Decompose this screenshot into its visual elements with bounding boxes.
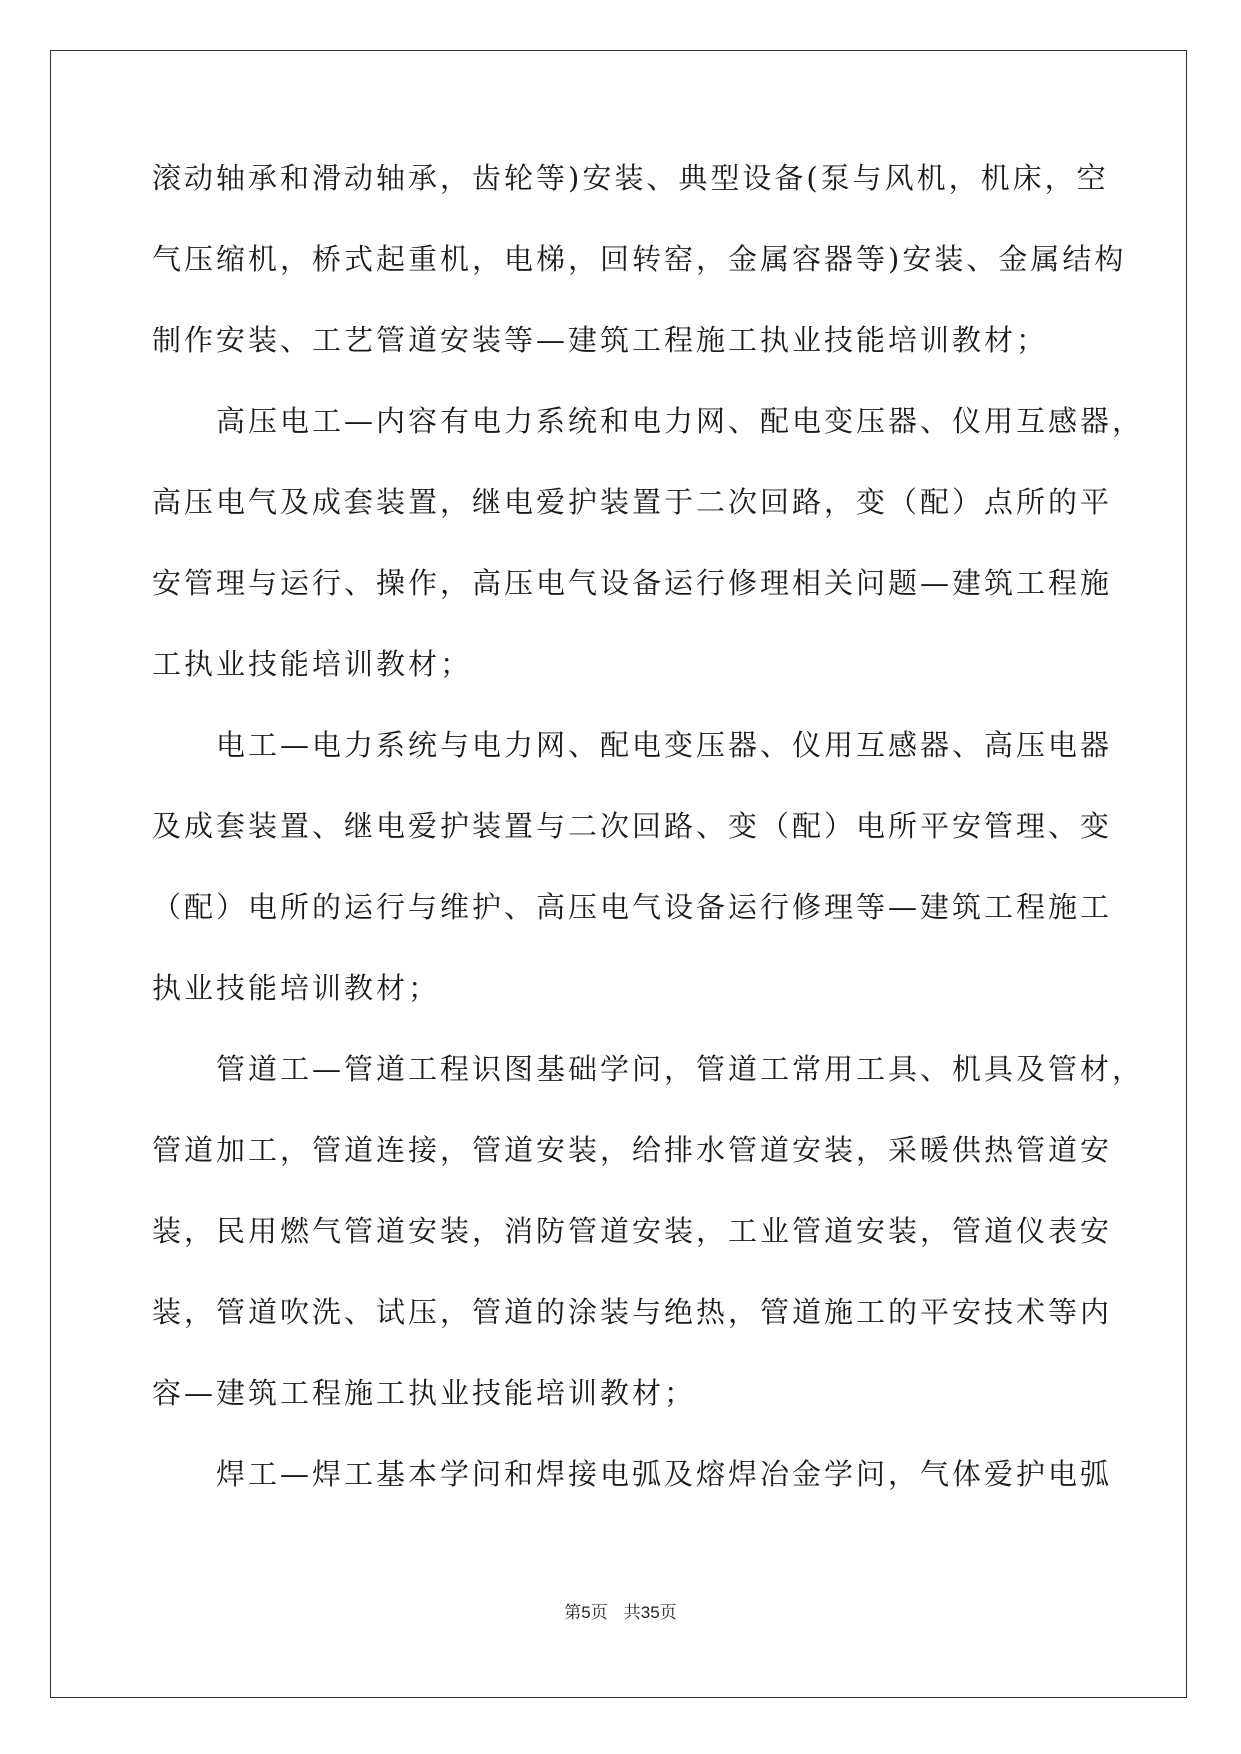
- text-line: 装，管道吹洗、试压，管道的涂装与绝热，管道施工的平安技术等内: [152, 1295, 1113, 1329]
- total-prefix: 共: [623, 1603, 641, 1623]
- current-page-number: 5: [581, 1603, 591, 1622]
- document-body: [152, 158, 1145, 1535]
- paragraph-start-line: 管道工—管道工程识图基础学问，管道工常用工具、机具及管材，: [216, 1052, 1145, 1086]
- text-line: 工执业技能培训教材；: [152, 647, 473, 681]
- page-prefix: 第: [564, 1603, 582, 1623]
- text-line: 装，民用燃气管道安装，消防管道安装，工业管道安装，管道仪表安: [152, 1214, 1113, 1248]
- total-page-count: 35: [640, 1603, 660, 1622]
- paragraph-start-line: 电工—电力系统与电力网、配电变压器、仪用互感器、高压电器: [216, 728, 1113, 762]
- text-line: 气压缩机，桥式起重机，电梯，回转窑，金属容器等)安装、金属结构: [152, 242, 1127, 276]
- text-line: 管道加工，管道连接，管道安装，给排水管道安装，采暖供热管道安: [152, 1133, 1113, 1167]
- text-line: 容—建筑工程施工执业技能培训教材；: [152, 1376, 697, 1410]
- page-suffix: 页: [590, 1603, 608, 1623]
- text-line: 滚动轴承和滑动轴承，齿轮等)安装、典型设备(泵与风机，机床，空: [152, 161, 1109, 195]
- text-line: 制作安装、工艺管道安装等—建筑工程施工执业技能培训教材；: [152, 323, 1049, 357]
- text-line: 执业技能培训教材；: [152, 971, 441, 1005]
- total-suffix: 页: [659, 1603, 677, 1623]
- paragraph-start-line: 高压电工—内容有电力系统和电力网、配电变压器、仪用互感器，: [216, 404, 1145, 438]
- text-line: （配）电所的运行与维护、高压电气设备运行修理等—建筑工程施工: [152, 890, 1113, 924]
- page-number-footer: [0, 1598, 1241, 1623]
- text-line: 高压电气及成套装置，继电爱护装置于二次回路，变（配）点所的平: [152, 485, 1113, 519]
- text-line: 安管理与运行、操作，高压电气设备运行修理相关问题—建筑工程施: [152, 566, 1113, 600]
- paragraph-start-line: 焊工—焊工基本学问和焊接电弧及熔焊冶金学问，气体爱护电弧: [216, 1457, 1113, 1491]
- text-line: 及成套装置、继电爱护装置与二次回路、变（配）电所平安管理、变: [152, 809, 1113, 843]
